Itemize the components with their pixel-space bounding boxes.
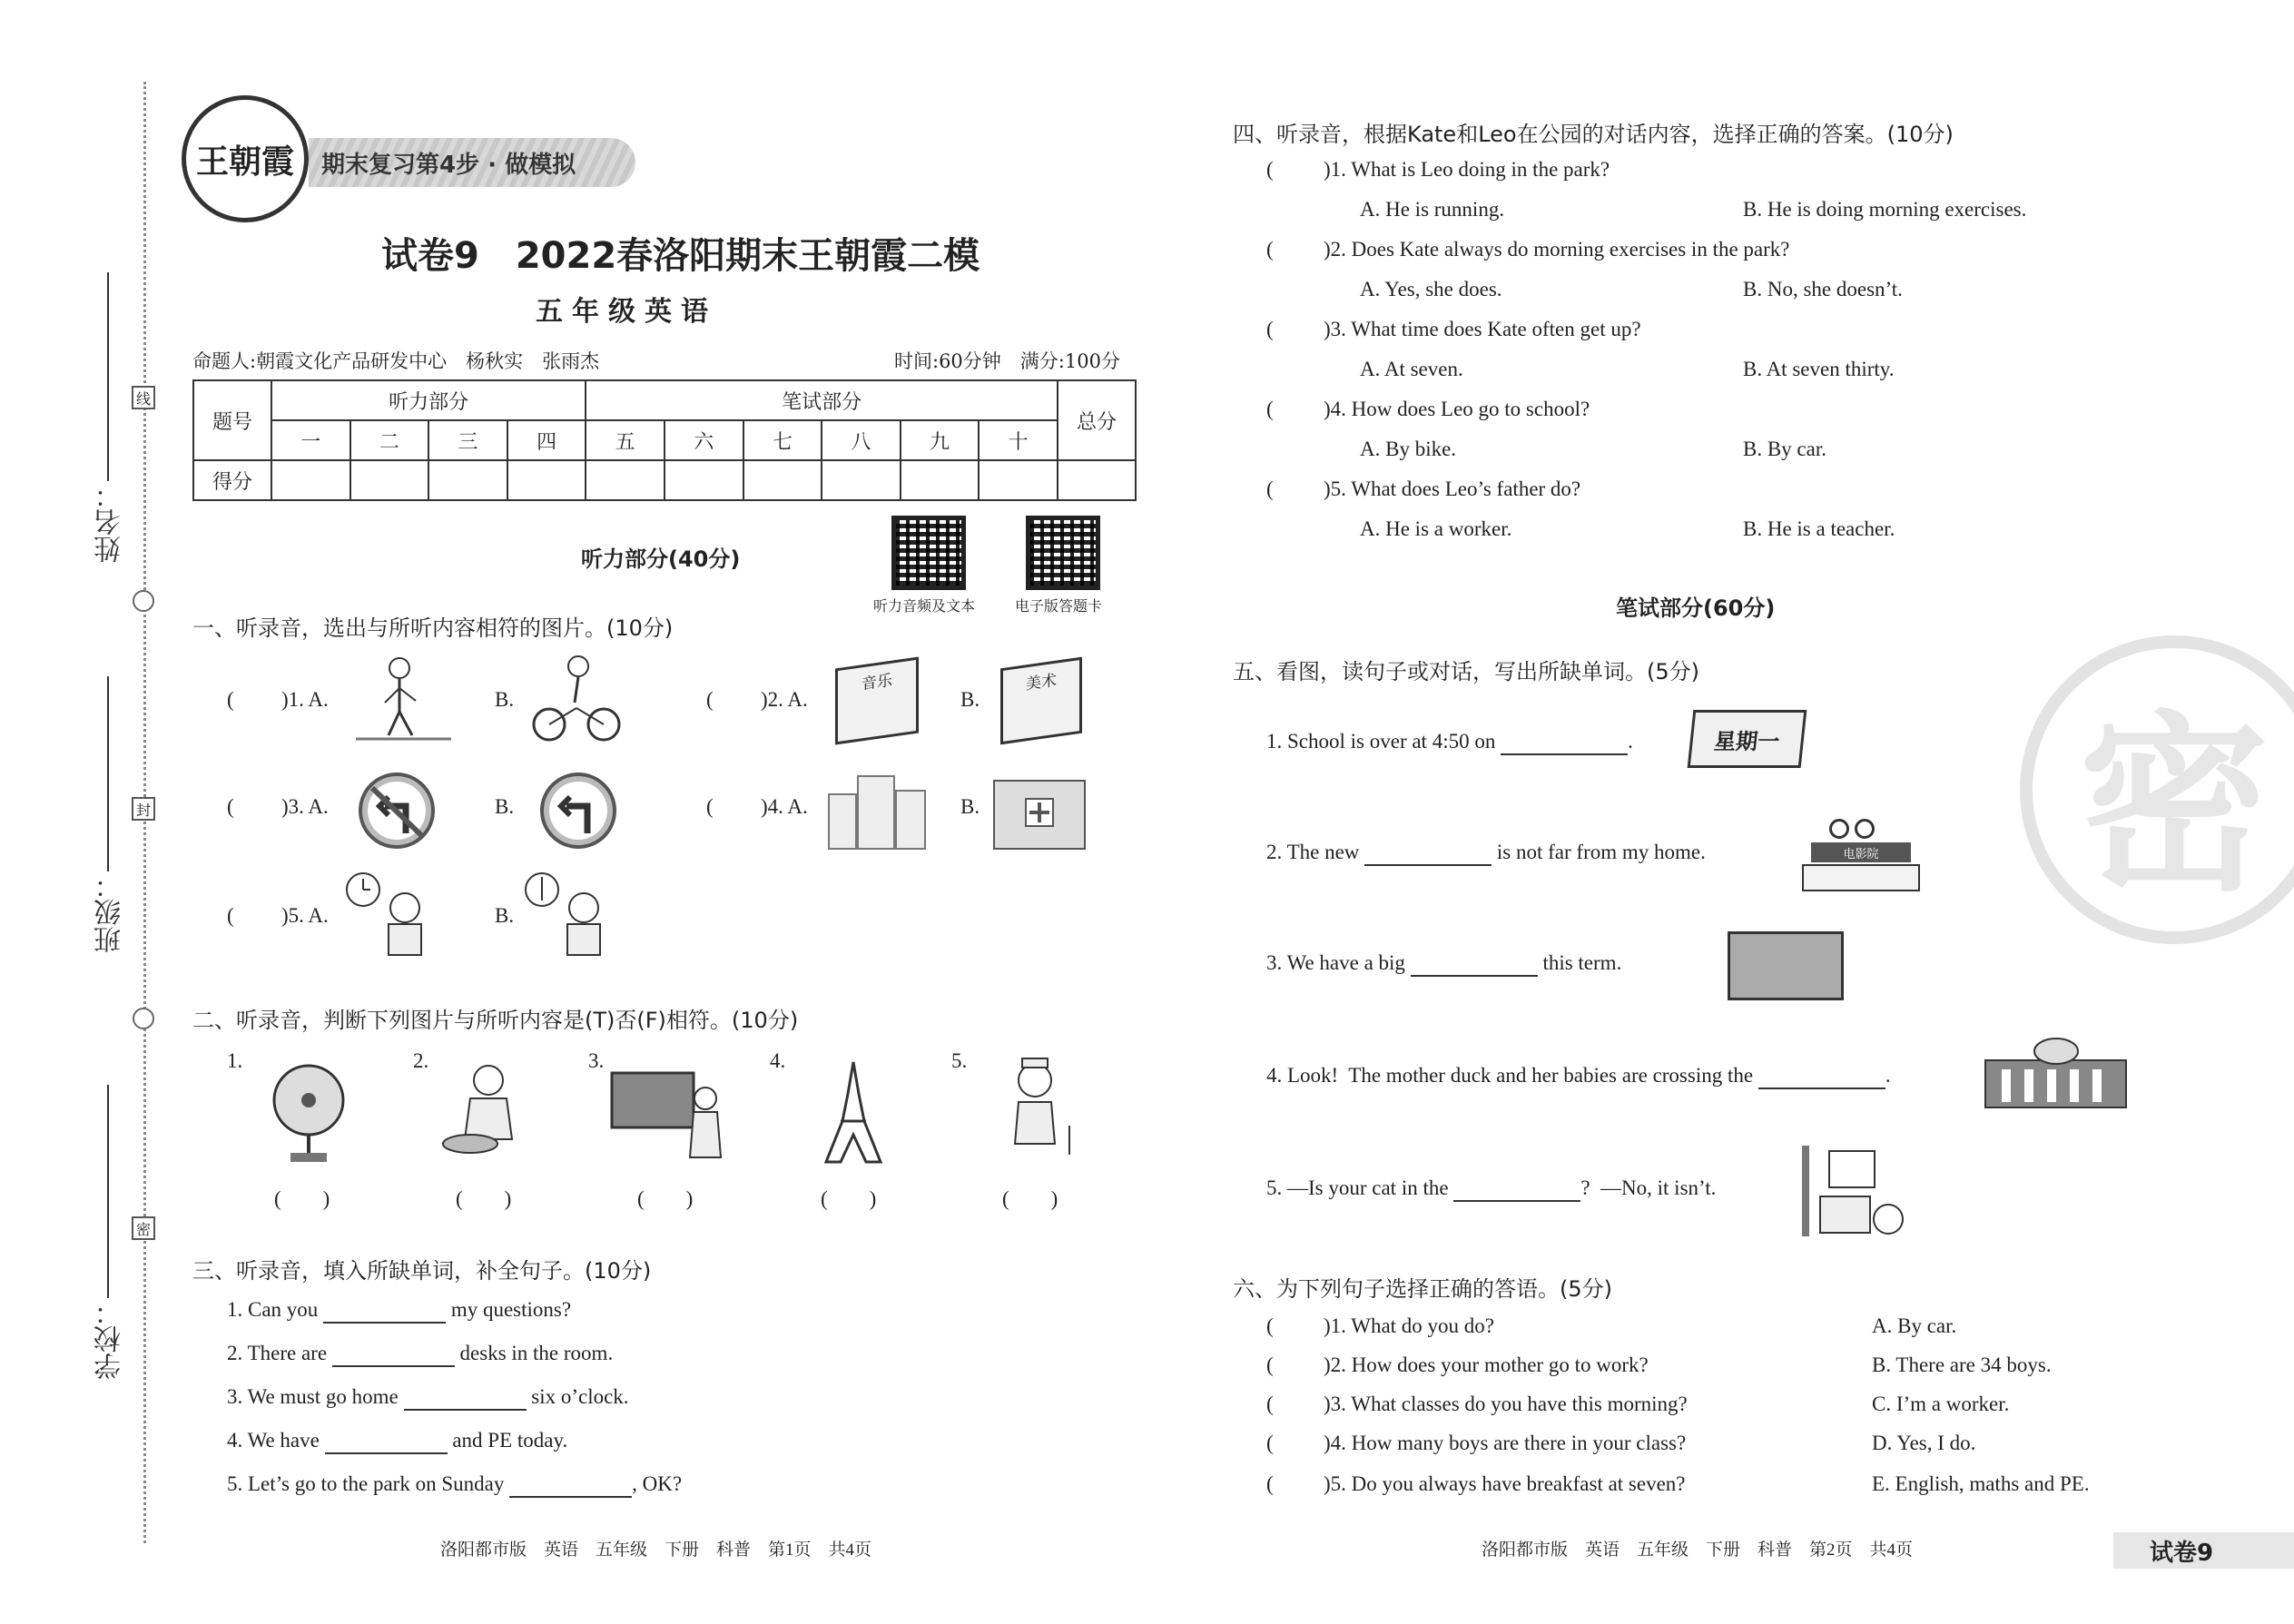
section2-heading: 二、听录音，判断下列图片与所听内容是(T)否(F)相符。(10分) xyxy=(192,1008,799,1033)
section4-heading: 四、听录音，根据Kate和Leo在公园的对话内容，选择正确的答案。(10分) xyxy=(1233,122,1954,147)
name-label: 姓名： xyxy=(94,481,126,563)
score-cell[interactable] xyxy=(428,460,507,500)
s4-q2-b[interactable]: B. No, she doesn’t. xyxy=(1743,278,1903,300)
s2-answer-2[interactable]: ( ) xyxy=(456,1187,512,1210)
s6-ans-b: B. There are 34 boys. xyxy=(1872,1353,2052,1376)
col-header: 六 xyxy=(665,420,743,460)
authors: 命题人:朝霞文化产品研发中心 杨秋实 张雨杰 xyxy=(192,350,600,372)
s3-item-1-b: my questions? xyxy=(450,1298,572,1321)
no-left-turn-sign-picture xyxy=(356,770,438,851)
s5-blank-4[interactable] xyxy=(1758,1064,1885,1089)
s4-q1: )1. What is Leo doing in the park? xyxy=(1324,158,1610,181)
s6-q3: )3. What classes do you have this morning? xyxy=(1324,1393,1688,1415)
s3-item-2 xyxy=(227,1342,613,1367)
binding-char-mi: 密 xyxy=(132,1216,155,1240)
review-banner: 期末复习第4步 · 做模拟 xyxy=(309,138,635,187)
eiffel-tower-picture xyxy=(817,1058,890,1166)
s3-blank-4[interactable] xyxy=(325,1429,448,1454)
s4-q5-b[interactable]: B. He is a teacher. xyxy=(1743,517,1895,540)
paren-open: ( xyxy=(1266,158,1274,181)
s4-q3-b[interactable]: B. At seven thirty. xyxy=(1743,358,1895,380)
s4-q2-a[interactable]: A. Yes, she does. xyxy=(1360,278,1502,300)
s4-q3-a[interactable]: A. At seven. xyxy=(1360,358,1463,380)
cycling-person-picture xyxy=(531,652,622,747)
qr-caption-answer-sheet: 电子版答题卡 xyxy=(1015,597,1103,615)
s3-item-3-a: 3. We must go home xyxy=(227,1385,399,1408)
s5-item-2-b: is not far from my home. xyxy=(1496,841,1706,863)
s1-q1-b: B. xyxy=(495,688,515,711)
paren-open: ( xyxy=(227,904,234,927)
total-header: 总分 xyxy=(1058,380,1136,460)
girl-breakfast-clock-picture xyxy=(343,870,443,965)
s2-answer-5[interactable]: ( ) xyxy=(1002,1187,1058,1210)
s3-item-3-b: six o’clock. xyxy=(531,1385,629,1408)
score-cell[interactable] xyxy=(901,460,980,500)
s5-item-1-a: 1. School is over at 4:50 on xyxy=(1266,730,1496,753)
col-header: 十 xyxy=(979,420,1058,460)
s2-num-5: 5. xyxy=(951,1049,968,1072)
s6-q2: )2. How does your mother go to work? xyxy=(1324,1353,1649,1376)
s2-num-3: 3. xyxy=(588,1049,605,1072)
hospital-picture xyxy=(985,763,1094,853)
music-book-label: 音乐 xyxy=(861,671,892,694)
paren-open: ( xyxy=(1266,1314,1274,1337)
listening-header: 听力部分 xyxy=(271,380,586,420)
paren-open: ( xyxy=(1266,1353,1274,1376)
bathroom-picture xyxy=(1793,1142,1911,1242)
s1-q5-b: B. xyxy=(495,904,515,927)
s5-item-5-a: 5. —Is your cat in the xyxy=(1266,1176,1449,1199)
col-header: 八 xyxy=(822,420,901,460)
binding-hole xyxy=(133,1008,154,1029)
name-field[interactable] xyxy=(107,272,109,481)
subject-title: 五年级英语 xyxy=(536,296,717,328)
score-cell[interactable] xyxy=(1058,460,1136,500)
art-book-label: 美术 xyxy=(1026,671,1057,694)
score-cell[interactable] xyxy=(665,460,743,500)
s6-ans-a: A. By car. xyxy=(1872,1314,1957,1337)
s4-q1-a[interactable]: A. He is running. xyxy=(1360,198,1505,221)
col-header: 四 xyxy=(507,420,586,460)
paper-tag-text: 试卷9 xyxy=(2150,1539,2214,1567)
s4-q1-b[interactable]: B. He is doing morning exercises. xyxy=(1743,198,2027,221)
col-header: 五 xyxy=(586,420,665,460)
s6-ans-e: E. English, maths and PE. xyxy=(1872,1472,2090,1495)
teacher-blackboard-picture xyxy=(610,1071,728,1162)
col-header: 七 xyxy=(743,420,822,460)
s4-q4-b[interactable]: B. By car. xyxy=(1743,438,1826,460)
s3-item-2-a: 2. There are xyxy=(227,1342,328,1364)
score-cell[interactable] xyxy=(350,460,429,500)
s3-item-4 xyxy=(227,1429,567,1454)
qr-caption-audio: 听力音频及文本 xyxy=(873,597,976,615)
section5-heading: 五、看图，读句子或对话，写出所缺单词。(5分) xyxy=(1233,659,1699,684)
turn-left-sign-picture xyxy=(537,770,619,851)
row-header-label: 题号 xyxy=(193,380,271,460)
section1-heading: 一、听录音，选出与所听内容相符的图片。(10分) xyxy=(192,615,674,641)
s4-q5-a[interactable]: A. He is a worker. xyxy=(1360,517,1512,540)
s3-blank-3[interactable] xyxy=(404,1385,527,1411)
watermark-text: 密 xyxy=(2078,694,2269,917)
s5-blank-2[interactable] xyxy=(1364,841,1492,866)
logo-text: 王朝霞 xyxy=(195,142,294,181)
s4-q5: )5. What does Leo’s father do? xyxy=(1324,477,1581,500)
boy-breakfast-clock-picture xyxy=(522,870,622,965)
listening-heading: 听力部分(40分) xyxy=(581,546,741,572)
s3-item-2-b: desks in the room. xyxy=(459,1342,614,1364)
score-table xyxy=(192,379,1137,501)
s3-item-5-a: 5. Let’s go to the park on Sunday xyxy=(227,1472,505,1495)
paren-open: ( xyxy=(227,795,234,818)
fan-picture xyxy=(268,1062,350,1166)
s4-q3: )3. What time does Kate often get up? xyxy=(1324,318,1641,340)
score-cell[interactable] xyxy=(822,460,901,500)
paren-open: ( xyxy=(1266,318,1274,340)
s3-blank-1[interactable] xyxy=(323,1298,446,1324)
s6-ans-c: C. I’m a worker. xyxy=(1872,1393,2010,1415)
paren-open: ( xyxy=(1266,238,1274,261)
s2-num-1: 1. xyxy=(227,1049,243,1072)
paren-open: ( xyxy=(1266,1393,1274,1415)
s2-num-2: 2. xyxy=(413,1049,429,1072)
writing-heading: 笔试部分(60分) xyxy=(1616,595,1776,621)
binding-char-xian: 线 xyxy=(132,386,155,409)
s4-q4: )4. How does Leo go to school? xyxy=(1324,398,1590,420)
blackboard-picture xyxy=(1728,931,1844,1000)
s1-q2-b: B. xyxy=(960,688,980,711)
s1-q2-label: )2. A. xyxy=(761,688,808,711)
s1-q4-label: )4. A. xyxy=(761,795,808,818)
writing-header: 笔试部分 xyxy=(586,380,1058,420)
paren-open: ( xyxy=(706,688,714,711)
cinema-building xyxy=(1802,864,1920,891)
calendar-picture xyxy=(1688,710,1807,768)
zebra-crossing-picture xyxy=(1984,1033,2129,1110)
s5-item-3 xyxy=(1266,951,1621,977)
s1-q4-b: B. xyxy=(960,795,980,818)
col-header: 一 xyxy=(271,420,350,460)
footer-right: 洛阳都市版 英语 五年级 下册 科普 第2页 共4页 xyxy=(1482,1540,1914,1560)
s3-item-3 xyxy=(227,1385,629,1411)
paren-open: ( xyxy=(1266,477,1274,500)
s3-item-5 xyxy=(227,1472,682,1498)
s3-item-1-a: 1. Can you xyxy=(227,1298,319,1321)
paren-open: ( xyxy=(227,688,234,711)
s5-item-3-b: this term. xyxy=(1542,951,1622,974)
binding-hole xyxy=(133,590,154,612)
s6-q1: )1. What do you do? xyxy=(1324,1314,1495,1337)
school-field[interactable] xyxy=(107,1085,109,1298)
s5-item-5 xyxy=(1266,1176,1716,1202)
binding-char-feng: 封 xyxy=(132,797,155,821)
s5-blank-3[interactable] xyxy=(1411,951,1538,977)
s4-q4-a[interactable]: A. By bike. xyxy=(1360,438,1457,460)
calendar-text: 星期一 xyxy=(1712,728,1781,754)
s5-blank-5[interactable] xyxy=(1453,1176,1580,1202)
section3-heading: 三、听录音，填入所缺单词，补全句子。(10分) xyxy=(192,1258,652,1284)
girl-cooking-picture xyxy=(434,1058,534,1162)
col-header: 二 xyxy=(350,420,429,460)
s5-blank-1[interactable] xyxy=(1501,730,1628,755)
s2-num-4: 4. xyxy=(770,1049,786,1072)
s2-answer-1[interactable]: ( ) xyxy=(274,1187,330,1210)
paper-title: 试卷9 2022春洛阳期末王朝霞二模 xyxy=(381,235,980,277)
s3-blank-5[interactable] xyxy=(509,1472,632,1498)
s5-item-2 xyxy=(1266,841,1706,866)
section6-heading: 六、为下列句子选择正确的答语。(5分) xyxy=(1233,1276,1612,1302)
secret-watermark xyxy=(2020,635,2294,944)
score-cell[interactable] xyxy=(743,460,822,500)
class-field[interactable] xyxy=(107,676,109,871)
art-book-picture xyxy=(1000,657,1082,745)
s6-ans-d: D. Yes, I do. xyxy=(1872,1432,1976,1454)
s1-q3-label: )3. A. xyxy=(281,795,329,818)
s3-item-1 xyxy=(227,1298,571,1324)
s5-item-1 xyxy=(1266,730,1633,755)
qr-code-answer-sheet[interactable] xyxy=(1026,516,1100,590)
nurse-picture xyxy=(999,1053,1076,1157)
s1-q1-label: )1. A. xyxy=(281,688,329,711)
s5-item-4-a: 4. Look! The mother duck and her babies are crossing the xyxy=(1266,1064,1754,1087)
s3-item-4-a: 4. We have xyxy=(227,1429,320,1452)
score-row-label: 得分 xyxy=(193,460,271,500)
s2-answer-4[interactable]: ( ) xyxy=(821,1187,877,1210)
music-book-picture xyxy=(835,657,919,745)
s5-item-1-b: . xyxy=(1628,730,1633,753)
s5-item-5-b: ? —No, it isn’t. xyxy=(1580,1176,1717,1199)
s6-q4: )4. How many boys are there in your class? xyxy=(1324,1432,1687,1454)
s1-q5-label: )5. A. xyxy=(281,904,329,927)
score-cell[interactable] xyxy=(979,460,1058,500)
s5-item-3-a: 3. We have a big xyxy=(1266,951,1405,974)
s2-answer-3[interactable]: ( ) xyxy=(637,1187,694,1210)
s3-blank-2[interactable] xyxy=(332,1342,455,1367)
s5-item-4-b: . xyxy=(1885,1064,1891,1087)
binding-margin xyxy=(0,0,182,1624)
paren-open: ( xyxy=(1266,1432,1274,1454)
class-label: 班级： xyxy=(94,871,126,953)
score-cell[interactable] xyxy=(271,460,350,500)
s3-item-5-b: , OK? xyxy=(632,1472,683,1495)
s6-q5: )5. Do you always have breakfast at seven? xyxy=(1324,1472,1686,1495)
s3-item-4-b: and PE today. xyxy=(452,1429,568,1452)
film-reel-icon xyxy=(1829,819,1849,839)
s1-q3-b: B. xyxy=(495,795,515,818)
buildings-picture xyxy=(822,767,930,853)
school-label: 学校： xyxy=(94,1298,126,1380)
film-reel-icon xyxy=(1855,819,1875,839)
footer-left: 洛阳都市版 英语 五年级 下册 科普 第1页 共4页 xyxy=(440,1540,872,1560)
paren-open: ( xyxy=(1266,1472,1274,1495)
s5-item-4 xyxy=(1266,1064,1891,1089)
cinema-picture xyxy=(1802,819,1929,891)
paren-open: ( xyxy=(706,795,714,818)
qr-code-audio[interactable] xyxy=(891,516,966,590)
cinema-sign: 电影院 xyxy=(1811,842,1911,862)
s4-q2: )2. Does Kate always do morning exercises in the park? xyxy=(1324,238,1790,261)
publisher-logo xyxy=(182,95,309,222)
col-header: 三 xyxy=(428,420,507,460)
paren-open: ( xyxy=(1266,398,1274,420)
s5-item-2-a: 2. The new xyxy=(1266,841,1360,863)
score-cell[interactable] xyxy=(507,460,586,500)
score-cell[interactable] xyxy=(586,460,665,500)
walking-person-picture xyxy=(356,652,456,747)
time-and-score: 时间:60分钟 满分:100分 xyxy=(894,350,1120,372)
col-header: 九 xyxy=(901,420,980,460)
paper-tag xyxy=(2113,1532,2294,1569)
